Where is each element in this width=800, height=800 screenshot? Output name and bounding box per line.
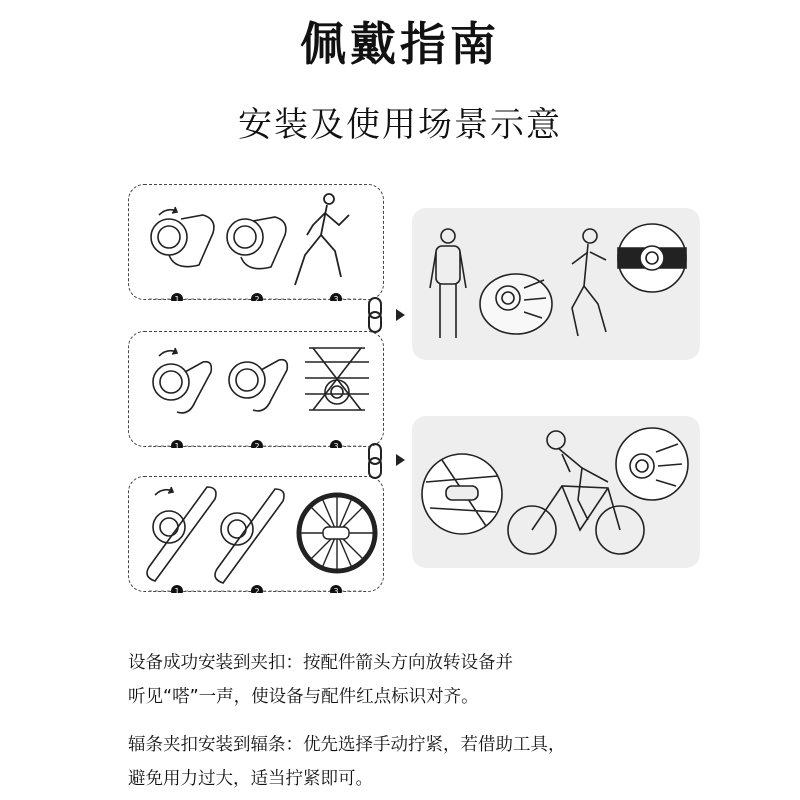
spoke-clip-install-steps-box — [128, 476, 384, 592]
step-number-label: 1 — [174, 295, 180, 301]
step-number-label: 1 — [174, 587, 180, 593]
spoke-clip-instruction — [128, 728, 688, 796]
waist-light-closeup-illustration — [618, 224, 686, 292]
instruction-line: 听见“嗒”一声，使设备与配件红点标识对齐。 — [128, 687, 479, 707]
step-number-label: 3 — [333, 587, 339, 593]
clip-device-rotate-illustration — [151, 207, 214, 267]
runner-illustration — [572, 229, 606, 336]
step-number-label: 2 — [254, 295, 260, 301]
instruction-line: 辐条夹扣安装到辐条：优先选择手动拧紧，若借助工具， — [128, 735, 566, 755]
step-number-label: 2 — [254, 442, 260, 448]
clip-install-instruction — [128, 646, 688, 714]
standing-person-illustration — [430, 229, 466, 338]
step-number-label: 2 — [254, 587, 260, 593]
step-number-label: 1 — [174, 442, 180, 448]
clip-install-steps-box — [128, 184, 384, 300]
chain-link-icon — [366, 442, 384, 480]
instruction-line: 避免用力过大，适当拧紧即可。 — [128, 769, 373, 789]
page-title: 佩戴指南 — [300, 17, 500, 71]
shoe-clip-install-steps-box — [128, 331, 384, 447]
wheel-light-closeup-illustration — [422, 454, 502, 534]
page-subtitle: 安装及使用场景示意 — [238, 105, 562, 145]
instruction-line: 设备成功安装到夹扣：按配件箭头方向放转设备并 — [128, 653, 513, 673]
arrow-right-icon — [396, 454, 405, 466]
clip-device-attached-illustration — [227, 217, 286, 269]
shoe-with-light-illustration — [480, 274, 552, 334]
chain-link-icon — [366, 296, 384, 334]
step-number-label: 3 — [333, 295, 339, 301]
runner-illustration — [295, 194, 349, 285]
shoe-clip-rotate-illustration — [153, 348, 211, 413]
bike-wheel-illustration — [299, 495, 375, 571]
shoe-laces-illustration — [305, 348, 369, 410]
running-scene-panel — [412, 208, 700, 360]
step-number-label: 3 — [333, 442, 339, 448]
spoke-clip-rotate-illustration — [147, 487, 216, 581]
shoe-light-closeup-illustration — [616, 428, 688, 500]
shoe-clip-attached-illustration — [229, 360, 287, 411]
arrow-right-icon — [396, 309, 405, 321]
cycling-scene-panel — [412, 416, 700, 568]
spoke-clip-attached-illustration — [215, 489, 284, 583]
